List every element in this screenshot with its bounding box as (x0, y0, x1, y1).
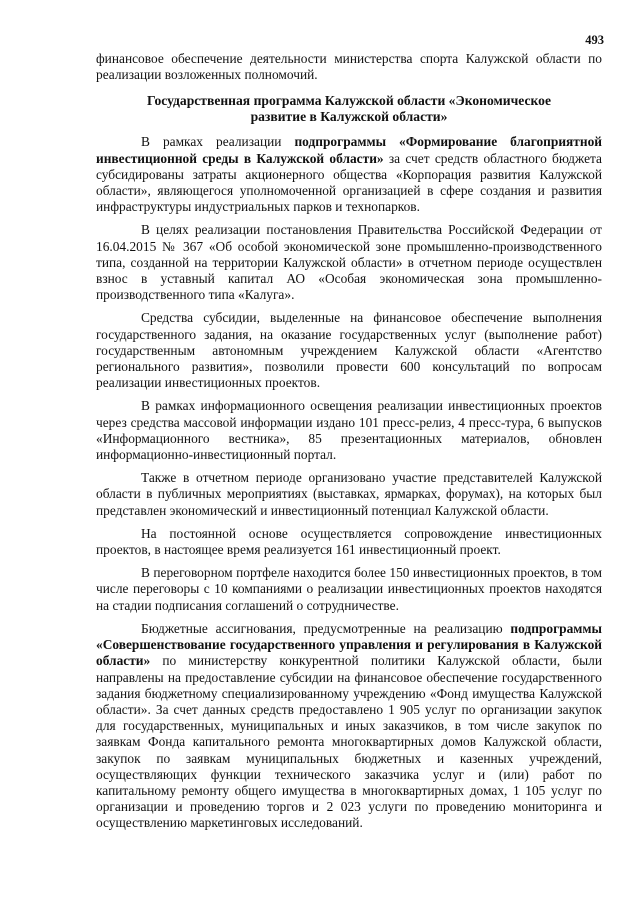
paragraph-agency-subsidy: Средства субсидии, выделенные на финансовое обеспечение выполнения государственного задания, на оказание государственных услуг (выполнение работ) государственным автономным учреждением Калужской области «Агентство регионального развития», позволили провести 600 консультаций по вопросам реализации инвестиционных проектов. (96, 310, 602, 391)
paragraph-governance-subprogram (96, 621, 602, 832)
subprogram-title: подпрограммы «Совершенствование государственного управления и регулирования в Калужской области» (96, 620, 602, 669)
paragraph-lead: В рамках реализации (141, 134, 295, 150)
paragraph-body: за счет средств областного бюджета субсидированы затраты акционерного общества «Корпорация развития Калужской области», являющегося уполномоченной организацией в сфере создания и развития инфраструктуры индустриальных парков и технопарков. (96, 150, 602, 215)
paragraph-sez-contribution: В целях реализации постановления Правительства Российской Федерации от 16.04.2015 № 367 «Об особой экономической зоне промышленно-производственного типа, созданной на территории Калужской области» в отчетном периоде осуществлен взнос в уставный капитал АО «Особая экономическая зона промышленно-производственного типа «Калуга». (96, 222, 602, 303)
paragraph-public-events: Также в отчетном периоде организовано участие представителей Калужской области в публичных мероприятиях (выставках, ярмарках, форумах), на которых был представлен экономический и инвестиционный потенциал Калужской области. (96, 470, 602, 518)
section-heading: Государственная программа Калужской области «Экономическое развитие в Калужской области» (146, 93, 551, 125)
paragraph-media-coverage: В рамках информационного освещения реализации инвестиционных проектов через средства массовой информации издано 101 пресс-релиз, 4 пресс-тура, 6 выпусков «Информационного вестника», 85 презентационных материалов, обновлен информационно-инвестиционный портал. (96, 398, 602, 463)
paragraph-lead: Бюджетные ассигнования, предусмотренные на реализацию (141, 620, 511, 636)
paragraph-body: по министерству конкурентной политики Калужской области, были направлены на предоставление субсидии на финансовое обеспечение государственного задания бюджетному специализированному учреждению «Фонд имущества Калужской области». За счет данных средств предоставлено 1 905 услуг по организации закупок для государственных, муниципальных и иных заказчиков, в том числе закупок по заявкам Фонда капитального ремонта многоквартирных домов Калужской области, закупок по заявкам муниципальных бюджетных и казенных учреждений, осуществляющих функции технического заказчика услуг и (или) работ по капитальному ремонту общего имущества в многоквартирных домах, 1 105 услуг по организации и проведению торгов и 2 023 услуги по проведению мониторинга и осуществлению маркетинговых исследований. (96, 653, 602, 831)
paragraph-investment-subprogram (96, 134, 602, 215)
page-number: 493 (585, 33, 604, 47)
paragraph-project-support: На постоянной основе осуществляется сопровождение инвестиционных проектов, в настоящее время реализуется 161 инвестиционный проект. (96, 525, 602, 558)
paragraph-negotiation-portfolio: В переговорном портфеле находится более 150 инвестиционных проектов, в том числе переговоры с 10 компаниями о реализации инвестиционных проектов находятся на стадии подписания соглашений о сотрудничестве. (96, 565, 602, 613)
intro-paragraph: финансовое обеспечение деятельности министерства спорта Калужской области по реализации возложенных полномочий. (96, 51, 602, 83)
page-content (96, 51, 602, 839)
subprogram-title: подпрограммы «Формирование благоприятной инвестиционной среды в Калужской области» (96, 134, 602, 166)
